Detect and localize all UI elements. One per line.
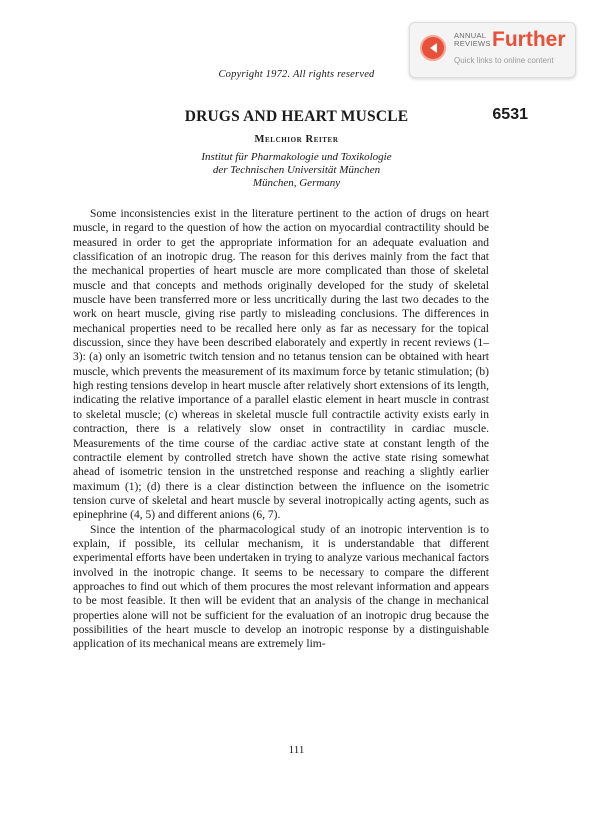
copyright-notice: Copyright 1972. All rights reserved: [218, 69, 375, 80]
article-title: DRUGS AND HEART MUSCLE: [184, 108, 409, 125]
further-brand: Further: [492, 28, 566, 51]
quick-links-subtitle: Quick links to online content: [454, 56, 554, 65]
affiliation-line: München, Germany: [252, 177, 341, 189]
annual-label: ANNUAL: [454, 31, 487, 40]
affiliation: [0, 151, 593, 190]
affiliation-line: Institut für Pharmakologie und Toxikologie: [201, 151, 392, 163]
page-number: 111: [288, 744, 305, 756]
arrow-left-icon: [420, 35, 446, 61]
body-paragraph: Some inconsistencies exist in the literature pertinent to the action of drugs on heart muscle, in regard to the question of how the action on myocardial contractility should be measured in order to get the appropriate information for an adequate evaluation and classification of an inotropic drug. The reason for this derives mainly from the fact that the mechanical properties of heart muscle are more complicated than those of skeletal muscle and that concepts and methods originally developed for the study of skeletal muscle have been transferred more or less uncritically during the last two decades to the work on heart muscle, giving rise partly to misleading conclusions. The differences in mechanical properties need to be recalled here only as far as necessary for the topical discussion, since they have been described elaborately and expertly in recent reviews (1–3): (a) only an isometric twitch tension and no tetanus tension can be obtained with heart muscle, which prevents the measurement of its maximum force by tetanic stimulation; (b) high resting tensions develop in heart muscle after relatively short extensions of its length, indicating the relative importance of a parallel elastic element in heart muscle in contrast to skeletal muscle; (c) whereas in skeletal muscle full contractile activity exists early in contraction, there is a relatively slow onset in contractility in cardiac muscle. Measurements of the time course of the cardiac active state at constant length of the contractile element by controlled stretch have shown the active state rising somewhat ahead of isometric tension in the unstretched response and reaching a slightly earlier maximum (1); (d) there is a clear distinction between the influence on the isometric tension curve of skeletal and heart muscle by several inotropically acting agents, such as epinephrine (4, 5) and different anions (6, 7).: [73, 208, 489, 522]
article-code: 6531: [492, 106, 528, 123]
author-name: Melchior Reiter: [254, 134, 339, 145]
article-body: [73, 207, 489, 652]
annual-reviews-label: [454, 32, 491, 48]
body-paragraph: Since the intention of the pharmacological study of an inotropic intervention is to explain, if possible, its cellular mechanism, it is understandable that different experimental efforts have been undertaken in trying to analyze various mechanical factors involved in the inotropic change. It seems to be necessary to compare the different approaches to find out which of them procures the most relevant information and appears to be most feasible. It then will be evident that an analysis of the change in mechanical properties alone will not be sufficient for the evaluation of an inotropic drug because the possibilities of the heart muscle to develop an inotropic response by a distinguishable application of its mechanical means are extremely lim-: [73, 523, 489, 651]
reviews-label: REVIEWS: [454, 39, 491, 48]
affiliation-line: der Technischen Universität München: [212, 164, 381, 176]
